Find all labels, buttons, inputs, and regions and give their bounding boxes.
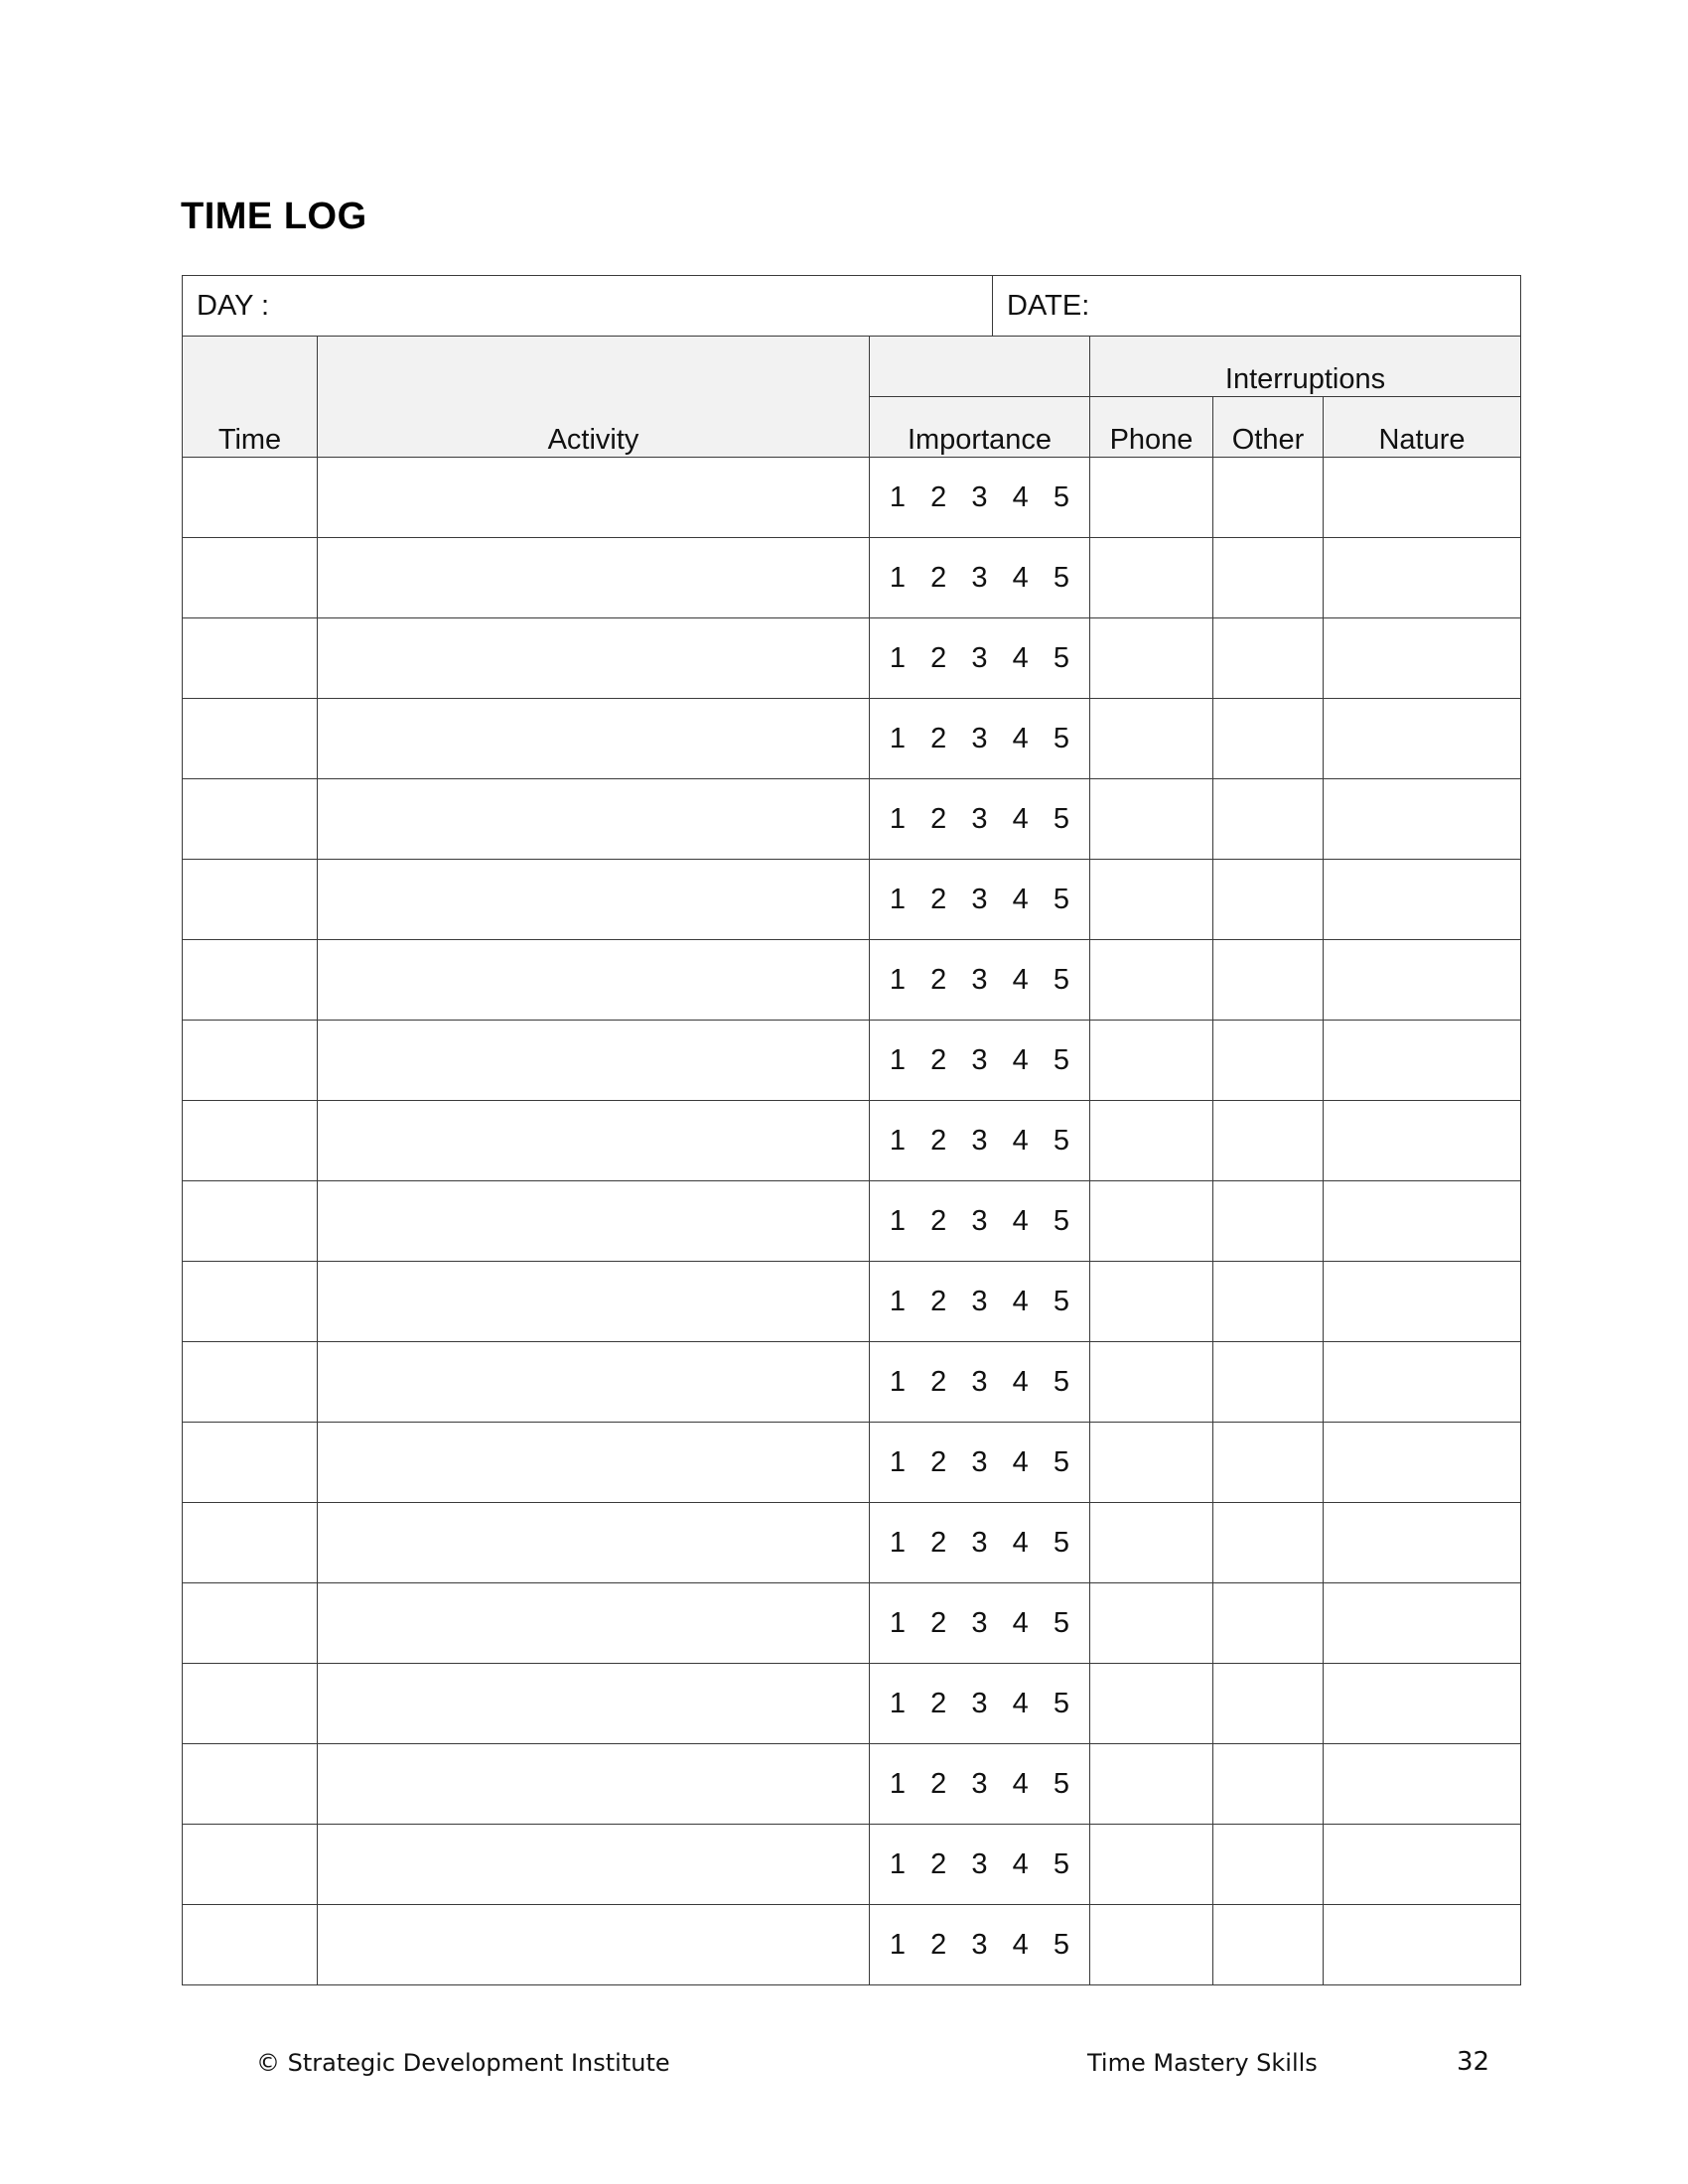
importance-scale [870, 481, 1089, 514]
importance-option[interactable]: 4 [1012, 1847, 1029, 1880]
importance-option[interactable]: 5 [1053, 722, 1070, 754]
nature-cell[interactable] [1324, 1423, 1521, 1503]
importance-option[interactable]: 1 [889, 1285, 907, 1317]
phone-cell[interactable] [1090, 1583, 1213, 1664]
column-header-nature [1324, 397, 1521, 458]
table-row [183, 1423, 1521, 1503]
column-header-time [183, 337, 318, 458]
other-cell[interactable] [1213, 940, 1324, 1021]
importance-option[interactable]: 1 [889, 561, 907, 594]
phone-cell[interactable] [1090, 1181, 1213, 1262]
importance-option[interactable]: 2 [930, 641, 947, 674]
other-cell[interactable] [1213, 1744, 1324, 1825]
importance-option[interactable]: 2 [930, 883, 947, 915]
importance-option[interactable]: 5 [1053, 1043, 1070, 1076]
importance-option[interactable]: 5 [1053, 1687, 1070, 1719]
day-field[interactable] [183, 276, 993, 336]
other-cell[interactable] [1213, 1262, 1324, 1342]
time-log-table [182, 275, 1521, 1985]
page-title: TIME LOG [181, 196, 367, 237]
phone-cell[interactable] [1090, 860, 1213, 940]
importance-cell[interactable] [870, 1021, 1090, 1101]
phone-cell[interactable] [1090, 538, 1213, 618]
column-header-time-label: Time [217, 424, 282, 456]
footer-page-number: 32 [1457, 2047, 1490, 2077]
activity-cell[interactable] [318, 1342, 870, 1423]
phone-cell[interactable] [1090, 1423, 1213, 1503]
importance-option[interactable]: 4 [1012, 1606, 1029, 1639]
other-cell[interactable] [1213, 1423, 1324, 1503]
importance-option[interactable]: 4 [1012, 480, 1029, 513]
importance-option[interactable]: 3 [971, 883, 988, 915]
day-date-container [183, 276, 1521, 337]
table-row [183, 458, 1521, 538]
importance-option[interactable]: 3 [971, 1847, 988, 1880]
other-cell[interactable] [1213, 538, 1324, 618]
importance-cell[interactable] [870, 1262, 1090, 1342]
column-header-other-label: Other [1231, 424, 1305, 456]
importance-scale [870, 1125, 1089, 1158]
importance-option[interactable]: 3 [971, 1204, 988, 1237]
importance-scale [870, 1527, 1089, 1560]
column-header-activity [318, 337, 870, 458]
importance-cell[interactable] [870, 1905, 1090, 1985]
importance-scale [870, 964, 1089, 997]
importance-scale [870, 642, 1089, 675]
activity-cell[interactable] [318, 1744, 870, 1825]
phone-cell[interactable] [1090, 1503, 1213, 1583]
importance-option[interactable]: 1 [889, 1928, 907, 1961]
importance-scale [870, 1607, 1089, 1640]
importance-cell[interactable] [870, 1342, 1090, 1423]
activity-cell[interactable] [318, 860, 870, 940]
day-label: DAY : [197, 289, 270, 322]
importance-option[interactable]: 5 [1053, 1204, 1070, 1237]
importance-option[interactable]: 3 [971, 1606, 988, 1639]
column-header-importance [870, 397, 1090, 458]
importance-scale [870, 1768, 1089, 1801]
importance-cell[interactable] [870, 1583, 1090, 1664]
importance-scale [870, 723, 1089, 755]
importance-cell[interactable] [870, 1423, 1090, 1503]
activity-cell[interactable] [318, 940, 870, 1021]
importance-option[interactable]: 4 [1012, 641, 1029, 674]
importance-option[interactable]: 5 [1053, 1928, 1070, 1961]
importance-option[interactable]: 3 [971, 641, 988, 674]
nature-cell[interactable] [1324, 940, 1521, 1021]
importance-option[interactable]: 3 [971, 1365, 988, 1398]
phone-cell[interactable] [1090, 1101, 1213, 1181]
importance-option[interactable]: 5 [1053, 802, 1070, 835]
importance-option[interactable]: 2 [930, 1445, 947, 1478]
importance-cell[interactable] [870, 860, 1090, 940]
importance-cell[interactable] [870, 1101, 1090, 1181]
importance-scale [870, 1446, 1089, 1479]
importance-option[interactable]: 1 [889, 641, 907, 674]
table-row [183, 1342, 1521, 1423]
importance-option[interactable]: 2 [930, 1526, 947, 1559]
nature-cell[interactable] [1324, 1905, 1521, 1985]
nature-cell[interactable] [1324, 1181, 1521, 1262]
importance-option[interactable]: 4 [1012, 963, 1029, 996]
activity-cell[interactable] [318, 1825, 870, 1905]
importance-option[interactable]: 5 [1053, 1606, 1070, 1639]
importance-scale [870, 1688, 1089, 1720]
importance-option[interactable]: 4 [1012, 1365, 1029, 1398]
importance-option[interactable]: 4 [1012, 883, 1029, 915]
importance-option[interactable]: 1 [889, 1847, 907, 1880]
time-cell[interactable] [183, 618, 318, 699]
day-date-row [183, 276, 1521, 337]
importance-option[interactable]: 3 [971, 1124, 988, 1157]
importance-option[interactable]: 1 [889, 722, 907, 754]
nature-cell[interactable] [1324, 779, 1521, 860]
table-row [183, 779, 1521, 860]
importance-scale [870, 1044, 1089, 1077]
nature-cell[interactable] [1324, 1744, 1521, 1825]
importance-cell[interactable] [870, 618, 1090, 699]
phone-cell[interactable] [1090, 1825, 1213, 1905]
time-cell[interactable] [183, 458, 318, 538]
importance-scale [870, 1929, 1089, 1962]
importance-cell[interactable] [870, 779, 1090, 860]
other-cell[interactable] [1213, 458, 1324, 538]
importance-option[interactable]: 5 [1053, 1847, 1070, 1880]
other-cell[interactable] [1213, 1583, 1324, 1664]
importance-option[interactable]: 1 [889, 1445, 907, 1478]
importance-cell[interactable] [870, 538, 1090, 618]
column-header-phone [1090, 397, 1213, 458]
time-cell[interactable] [183, 860, 318, 940]
column-header-phone-label: Phone [1109, 424, 1194, 456]
interruptions-header-label: Interruptions [1224, 363, 1386, 395]
nature-cell[interactable] [1324, 618, 1521, 699]
importance-option[interactable]: 5 [1053, 1365, 1070, 1398]
importance-scale [870, 1848, 1089, 1881]
interruptions-header [1090, 337, 1521, 397]
importance-option[interactable]: 4 [1012, 561, 1029, 594]
activity-cell[interactable] [318, 1181, 870, 1262]
nature-cell[interactable] [1324, 699, 1521, 779]
phone-cell[interactable] [1090, 940, 1213, 1021]
table-row [183, 1262, 1521, 1342]
importance-option[interactable]: 5 [1053, 561, 1070, 594]
activity-cell[interactable] [318, 699, 870, 779]
importance-option[interactable]: 5 [1053, 1124, 1070, 1157]
time-cell[interactable] [183, 1181, 318, 1262]
importance-option[interactable]: 3 [971, 1445, 988, 1478]
importance-cell[interactable] [870, 1664, 1090, 1744]
table-row [183, 538, 1521, 618]
importance-option[interactable]: 4 [1012, 802, 1029, 835]
importance-option[interactable]: 5 [1053, 883, 1070, 915]
table-row [183, 1825, 1521, 1905]
importance-option[interactable]: 5 [1053, 641, 1070, 674]
time-cell[interactable] [183, 1744, 318, 1825]
phone-cell[interactable] [1090, 1021, 1213, 1101]
importance-option[interactable]: 5 [1053, 1285, 1070, 1317]
importance-option[interactable]: 3 [971, 722, 988, 754]
nature-cell[interactable] [1324, 1262, 1521, 1342]
table-row [183, 699, 1521, 779]
time-cell[interactable] [183, 940, 318, 1021]
activity-cell[interactable] [318, 458, 870, 538]
importance-option[interactable]: 2 [930, 1928, 947, 1961]
importance-option[interactable]: 3 [971, 1043, 988, 1076]
activity-cell[interactable] [318, 1583, 870, 1664]
time-cell[interactable] [183, 1342, 318, 1423]
importance-option[interactable]: 1 [889, 963, 907, 996]
phone-cell[interactable] [1090, 1262, 1213, 1342]
date-label: DATE: [1007, 289, 1090, 322]
importance-option[interactable]: 2 [930, 1847, 947, 1880]
activity-cell[interactable] [318, 1021, 870, 1101]
importance-option[interactable]: 3 [971, 1767, 988, 1800]
importance-scale [870, 1366, 1089, 1399]
table-row [183, 1021, 1521, 1101]
activity-cell[interactable] [318, 538, 870, 618]
importance-option[interactable]: 2 [930, 1285, 947, 1317]
other-cell[interactable] [1213, 1342, 1324, 1423]
phone-cell[interactable] [1090, 1905, 1213, 1985]
table-row [183, 1744, 1521, 1825]
importance-option[interactable]: 1 [889, 1767, 907, 1800]
column-header-nature-label: Nature [1378, 424, 1466, 456]
importance-option[interactable]: 4 [1012, 1767, 1029, 1800]
importance-option[interactable]: 1 [889, 1687, 907, 1719]
importance-option[interactable]: 1 [889, 1043, 907, 1076]
other-cell[interactable] [1213, 1101, 1324, 1181]
other-cell[interactable] [1213, 618, 1324, 699]
time-cell[interactable] [183, 538, 318, 618]
time-cell[interactable] [183, 1423, 318, 1503]
table-row [183, 1101, 1521, 1181]
time-cell[interactable] [183, 779, 318, 860]
time-cell[interactable] [183, 1825, 318, 1905]
time-cell[interactable] [183, 1101, 318, 1181]
activity-cell[interactable] [318, 1262, 870, 1342]
importance-header-blank [870, 337, 1090, 397]
importance-option[interactable]: 3 [971, 1526, 988, 1559]
importance-option[interactable]: 3 [971, 802, 988, 835]
activity-cell[interactable] [318, 1664, 870, 1744]
nature-cell[interactable] [1324, 1021, 1521, 1101]
importance-option[interactable]: 1 [889, 1526, 907, 1559]
table-row [183, 1181, 1521, 1262]
importance-scale [870, 884, 1089, 916]
importance-cell[interactable] [870, 1181, 1090, 1262]
importance-cell[interactable] [870, 458, 1090, 538]
importance-option[interactable]: 3 [971, 1928, 988, 1961]
activity-cell[interactable] [318, 1423, 870, 1503]
activity-cell[interactable] [318, 1101, 870, 1181]
nature-cell[interactable] [1324, 1825, 1521, 1905]
nature-cell[interactable] [1324, 1583, 1521, 1664]
activity-cell[interactable] [318, 1905, 870, 1985]
column-header-other [1213, 397, 1324, 458]
phone-cell[interactable] [1090, 699, 1213, 779]
importance-option[interactable]: 2 [930, 1365, 947, 1398]
phone-cell[interactable] [1090, 1744, 1213, 1825]
importance-option[interactable]: 2 [930, 963, 947, 996]
date-field[interactable] [993, 276, 1520, 336]
importance-option[interactable]: 4 [1012, 1445, 1029, 1478]
importance-option[interactable]: 1 [889, 1204, 907, 1237]
phone-cell[interactable] [1090, 779, 1213, 860]
importance-option[interactable]: 4 [1012, 1687, 1029, 1719]
phone-cell[interactable] [1090, 1342, 1213, 1423]
importance-option[interactable]: 5 [1053, 963, 1070, 996]
importance-option[interactable]: 1 [889, 1365, 907, 1398]
table-row [183, 1664, 1521, 1744]
footer-book-title: Time Mastery Skills [1087, 2049, 1318, 2077]
importance-option[interactable]: 4 [1012, 1928, 1029, 1961]
other-cell[interactable] [1213, 1905, 1324, 1985]
other-cell[interactable] [1213, 1503, 1324, 1583]
header-row-top [183, 337, 1521, 397]
importance-option[interactable]: 2 [930, 1687, 947, 1719]
importance-option[interactable]: 2 [930, 1204, 947, 1237]
importance-cell[interactable] [870, 940, 1090, 1021]
column-header-activity-label: Activity [547, 424, 639, 456]
importance-option[interactable]: 4 [1012, 1043, 1029, 1076]
importance-option[interactable]: 2 [930, 480, 947, 513]
column-header-importance-label: Importance [907, 424, 1053, 456]
other-cell[interactable] [1213, 860, 1324, 940]
importance-option[interactable]: 2 [930, 1767, 947, 1800]
importance-option[interactable]: 2 [930, 802, 947, 835]
importance-scale [870, 1286, 1089, 1318]
time-cell[interactable] [183, 1583, 318, 1664]
time-cell[interactable] [183, 699, 318, 779]
nature-cell[interactable] [1324, 1342, 1521, 1423]
phone-cell[interactable] [1090, 1664, 1213, 1744]
nature-cell[interactable] [1324, 1664, 1521, 1744]
importance-option[interactable]: 3 [971, 1285, 988, 1317]
importance-option[interactable]: 4 [1012, 1285, 1029, 1317]
footer-copyright: © Strategic Development Institute [256, 2049, 670, 2077]
importance-option[interactable]: 4 [1012, 722, 1029, 754]
other-cell[interactable] [1213, 699, 1324, 779]
importance-option[interactable]: 1 [889, 883, 907, 915]
table-row [183, 1503, 1521, 1583]
importance-cell[interactable] [870, 1503, 1090, 1583]
importance-cell[interactable] [870, 1825, 1090, 1905]
other-cell[interactable] [1213, 1181, 1324, 1262]
importance-option[interactable]: 2 [930, 1606, 947, 1639]
table-row [183, 1905, 1521, 1985]
other-cell[interactable] [1213, 1664, 1324, 1744]
importance-option[interactable]: 5 [1053, 1526, 1070, 1559]
importance-option[interactable]: 1 [889, 480, 907, 513]
importance-option[interactable]: 4 [1012, 1526, 1029, 1559]
importance-option[interactable]: 5 [1053, 1767, 1070, 1800]
time-cell[interactable] [183, 1664, 318, 1744]
importance-option[interactable]: 4 [1012, 1124, 1029, 1157]
table-row [183, 860, 1521, 940]
importance-option[interactable]: 5 [1053, 1445, 1070, 1478]
importance-scale [870, 803, 1089, 836]
time-cell[interactable] [183, 1262, 318, 1342]
importance-option[interactable]: 2 [930, 722, 947, 754]
importance-option[interactable]: 2 [930, 1124, 947, 1157]
time-cell[interactable] [183, 1905, 318, 1985]
table-row [183, 618, 1521, 699]
nature-cell[interactable] [1324, 1101, 1521, 1181]
importance-option[interactable]: 5 [1053, 480, 1070, 513]
importance-cell[interactable] [870, 699, 1090, 779]
importance-option[interactable]: 2 [930, 561, 947, 594]
other-cell[interactable] [1213, 779, 1324, 860]
activity-cell[interactable] [318, 1503, 870, 1583]
importance-option[interactable]: 3 [971, 1687, 988, 1719]
other-cell[interactable] [1213, 1825, 1324, 1905]
table-row [183, 940, 1521, 1021]
nature-cell[interactable] [1324, 1503, 1521, 1583]
importance-scale [870, 562, 1089, 595]
phone-cell[interactable] [1090, 618, 1213, 699]
importance-option[interactable]: 1 [889, 802, 907, 835]
table-row [183, 1583, 1521, 1664]
importance-option[interactable]: 1 [889, 1606, 907, 1639]
importance-option[interactable]: 3 [971, 963, 988, 996]
activity-cell[interactable] [318, 618, 870, 699]
nature-cell[interactable] [1324, 458, 1521, 538]
importance-cell[interactable] [870, 1744, 1090, 1825]
importance-scale [870, 1205, 1089, 1238]
importance-option[interactable]: 2 [930, 1043, 947, 1076]
importance-option[interactable]: 3 [971, 561, 988, 594]
importance-option[interactable]: 1 [889, 1124, 907, 1157]
time-cell[interactable] [183, 1021, 318, 1101]
time-cell[interactable] [183, 1503, 318, 1583]
importance-option[interactable]: 3 [971, 480, 988, 513]
importance-option[interactable]: 4 [1012, 1204, 1029, 1237]
activity-cell[interactable] [318, 779, 870, 860]
nature-cell[interactable] [1324, 538, 1521, 618]
other-cell[interactable] [1213, 1021, 1324, 1101]
nature-cell[interactable] [1324, 860, 1521, 940]
phone-cell[interactable] [1090, 458, 1213, 538]
